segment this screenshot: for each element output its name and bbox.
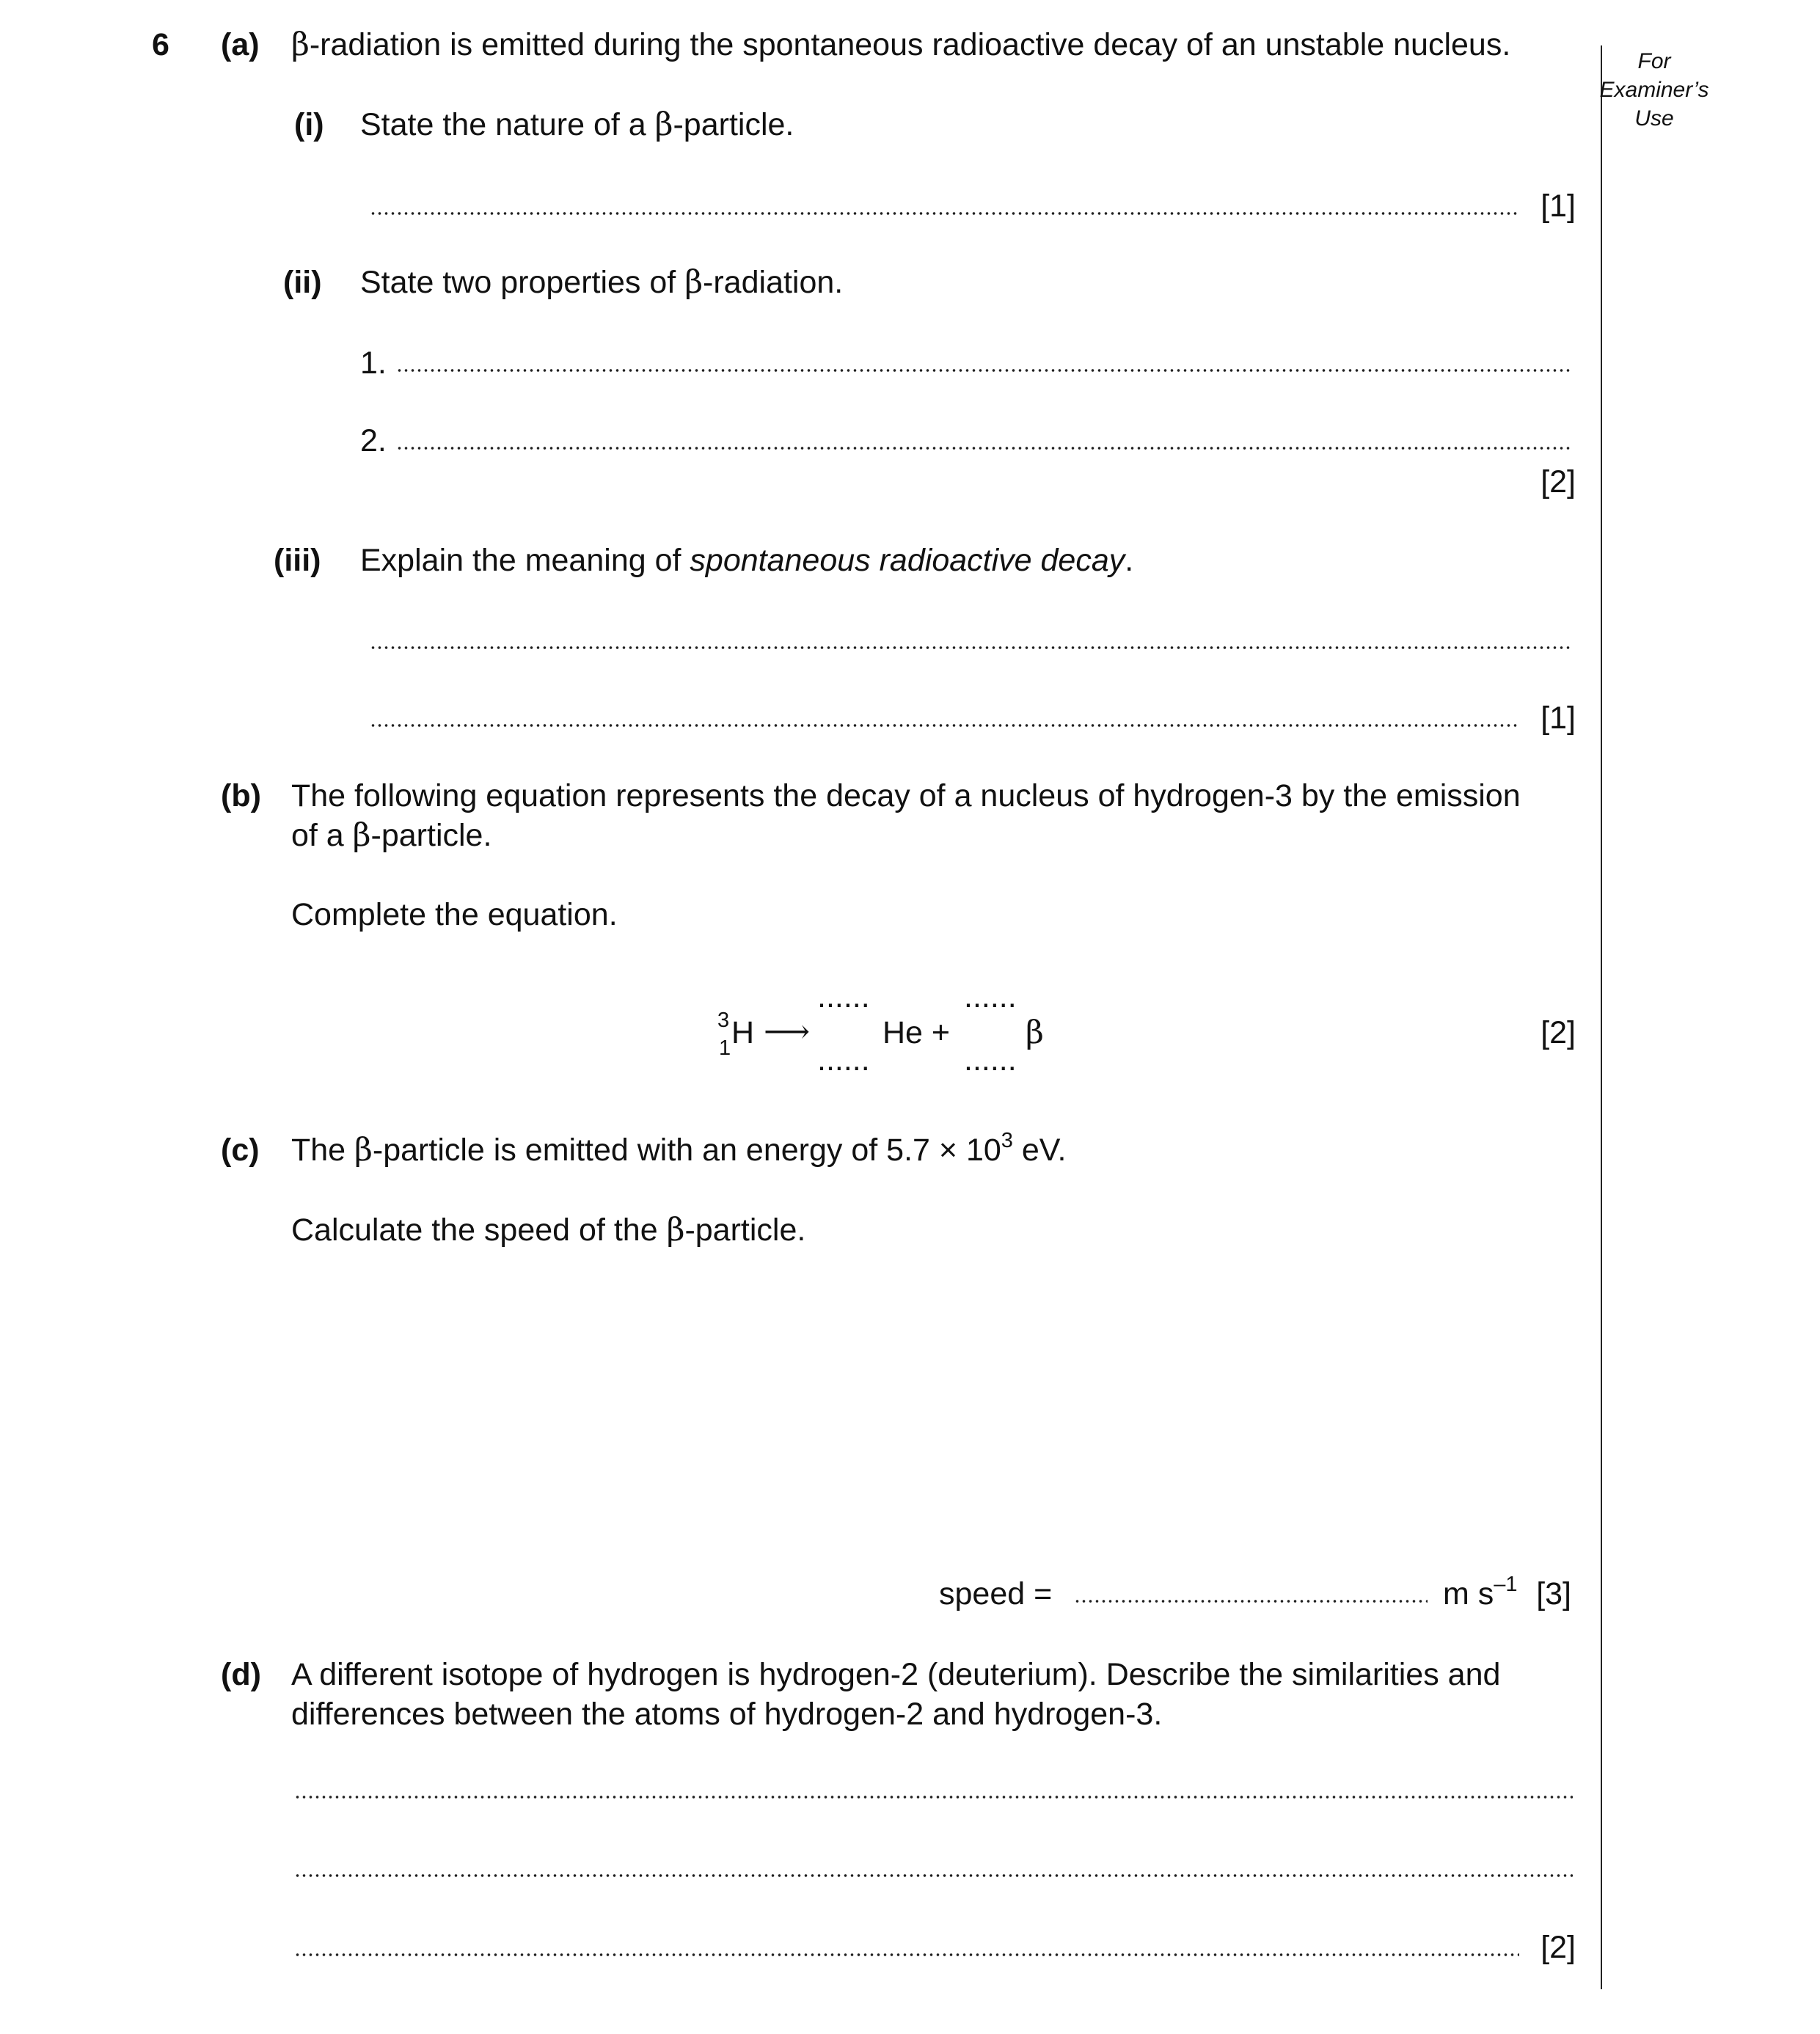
working-space[interactable]	[291, 1262, 1568, 1555]
beta-symbol: β	[352, 817, 371, 854]
question-number: 6	[152, 27, 169, 62]
part-b-line2-pre: of a	[291, 818, 353, 853]
part-c-instruction-post: -particle.	[684, 1212, 806, 1248]
part-a-i-text-post: -particle.	[673, 107, 794, 142]
marks-a-ii: [2]	[1541, 464, 1576, 500]
part-b-line1: The following equation represents the decay of a nucleus of hydrogen-3 by the emission	[291, 778, 1521, 813]
part-a-i-label: (i)	[294, 107, 324, 142]
part-a-ii-question	[360, 264, 844, 301]
part-a-iii-label: (iii)	[274, 543, 321, 578]
marks-d: [2]	[1541, 1930, 1576, 1965]
property-2-label: 2.	[360, 423, 387, 458]
part-a-iii-text-post: .	[1125, 543, 1134, 578]
part-c-label: (c)	[221, 1133, 260, 1168]
part-a-i-question	[360, 106, 794, 143]
he-atomic-number-blank[interactable]: ......	[817, 1042, 870, 1078]
part-a-label: (a)	[221, 27, 260, 62]
he-symbol: He +	[882, 1015, 951, 1050]
part-c-instruction-pre: Calculate the speed of the	[291, 1212, 667, 1248]
part-a-stem	[291, 26, 1511, 63]
part-a-ii-text-post: -radiation.	[703, 265, 844, 300]
examiner-use-line1: For	[1637, 49, 1671, 73]
speed-answer-line[interactable]	[1074, 1599, 1428, 1603]
part-c-line1-mid: -particle is emitted with an energy of 5.7 × 10	[372, 1133, 1001, 1168]
beta-mass-number-blank[interactable]: ......	[964, 979, 1017, 1014]
part-d-line2: differences between the atoms of hydrogen-2 and hydrogen-3.	[291, 1697, 1163, 1732]
speed-unit-text: m s	[1443, 1576, 1494, 1612]
part-d-label: (d)	[221, 1657, 261, 1692]
marks-b: [2]	[1541, 1015, 1576, 1050]
marks-a-i: [1]	[1541, 189, 1576, 224]
beta-symbol: β	[654, 106, 673, 143]
answer-line-d-3[interactable]	[294, 1953, 1519, 1957]
part-a-iii-text-pre: Explain the meaning of	[360, 543, 690, 578]
part-b-line2-post: -particle.	[370, 818, 492, 853]
h-atomic-number: 1	[719, 1036, 731, 1060]
answer-line-a-iii-2[interactable]	[370, 723, 1519, 728]
marks-a-iii: [1]	[1541, 700, 1576, 736]
part-a-iii-italic-term: spontaneous radioactive decay	[690, 543, 1125, 578]
answer-line-a-i[interactable]	[370, 211, 1519, 216]
beta-charge-number-blank[interactable]: ......	[964, 1042, 1017, 1078]
speed-unit-exponent: –1	[1494, 1573, 1518, 1596]
property-1-label: 1.	[360, 345, 387, 381]
beta-symbol: β	[666, 1212, 685, 1248]
beta-symbol: β	[684, 264, 703, 301]
part-b-label: (b)	[221, 778, 261, 813]
examiner-use-note	[1599, 47, 1709, 133]
examiner-use-line3: Use	[1634, 106, 1674, 131]
beta-symbol: β	[291, 26, 310, 63]
part-c-line1-pre: The	[291, 1133, 355, 1168]
part-c-line1-post: eV.	[1012, 1133, 1067, 1168]
beta-particle-symbol: β	[1026, 1014, 1044, 1051]
answer-line-d-1[interactable]	[294, 1795, 1573, 1799]
h-mass-number: 3	[717, 1009, 730, 1032]
energy-exponent: 3	[1001, 1129, 1013, 1152]
part-a-stem-text: -radiation is emitted during the spontaneous radioactive decay of an unstable nucleus.	[309, 27, 1511, 62]
part-d-line1: A different isotope of hydrogen is hydrogen-2 (deuterium). Describe the similarities and	[291, 1657, 1501, 1692]
reaction-arrow: ⟶	[764, 1013, 811, 1050]
part-c-line1	[291, 1129, 1067, 1168]
answer-line-a-ii-1[interactable]	[396, 368, 1573, 373]
part-a-i-text-pre: State the nature of a	[360, 107, 655, 142]
speed-unit	[1443, 1573, 1518, 1612]
examiner-margin-rule	[1601, 45, 1602, 1989]
marks-c: [3]	[1536, 1576, 1571, 1612]
part-a-iii-question	[360, 545, 1133, 577]
answer-line-a-iii-1[interactable]	[370, 645, 1573, 650]
he-mass-number-blank[interactable]: ......	[817, 979, 870, 1014]
answer-line-d-2[interactable]	[294, 1873, 1573, 1878]
part-b-line2	[291, 817, 492, 854]
part-a-ii-label: (ii)	[283, 265, 322, 300]
part-c-instruction	[291, 1212, 806, 1248]
part-a-ii-text-pre: State two properties of	[360, 265, 685, 300]
answer-line-a-ii-2[interactable]	[396, 446, 1573, 450]
beta-symbol: β	[354, 1132, 373, 1168]
examiner-use-line2: Examiner’s	[1599, 78, 1709, 102]
part-b-instruction: Complete the equation.	[291, 897, 618, 932]
h-symbol: H	[731, 1015, 755, 1050]
speed-answer-label: speed =	[939, 1576, 1053, 1612]
